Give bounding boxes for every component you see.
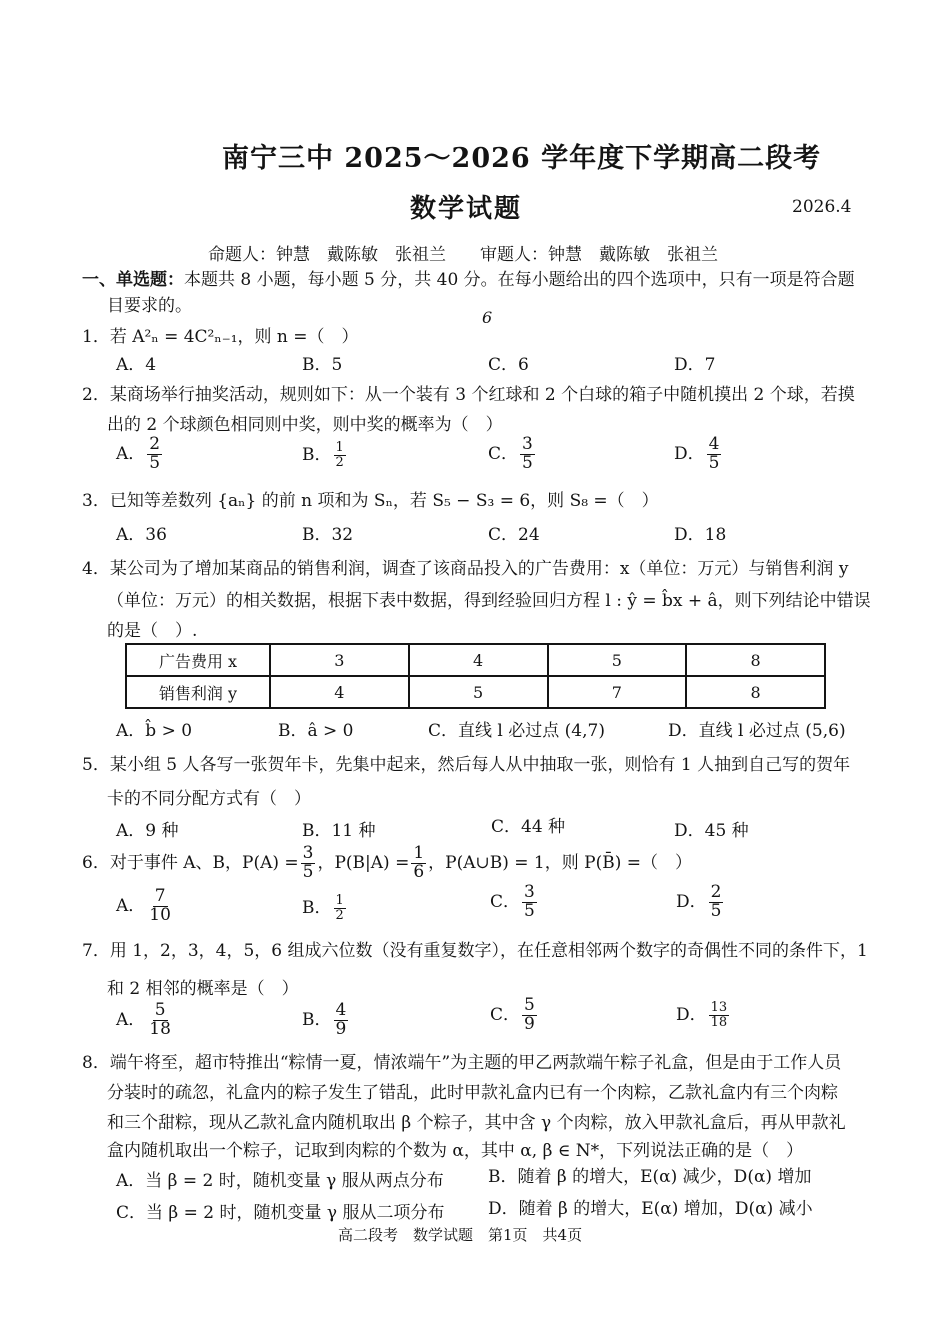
question-stem-part1: 对于事件 A、B，P(A) = — [109, 852, 299, 873]
q7-option-c — [490, 997, 539, 1034]
denominator: 2 — [335, 455, 344, 470]
q8-option-d: D．随着 β 的增大，E(α) 增加，D(α) 减小 — [488, 1199, 813, 1219]
exam-authors: 命题人：钟慧 戴陈敏 张祖兰 审题人：钟慧 戴陈敏 张祖兰 — [208, 245, 718, 265]
q7-option-d — [676, 1000, 731, 1030]
fraction — [707, 436, 722, 473]
question-stem-line1: 端午将至，超市特推出“粽情一夏，情浓端午”为主题的甲乙两款端午粽子礼盒，但是由于工作人员 — [109, 1053, 842, 1073]
question-number: 6． — [82, 852, 110, 873]
question-number: 3． — [82, 491, 110, 511]
question-number: 2． — [82, 385, 110, 405]
numerator: 13 — [710, 1000, 728, 1016]
q6-option-c — [490, 884, 539, 921]
option-label: B． — [302, 898, 332, 918]
q8-option-b: B．随着 β 的增大，E(α) 减少，D(α) 增加 — [488, 1167, 812, 1187]
question-stem-line1: 某公司为了增加某商品的销售利润，调查了该商品投入的广告费用：x（单位：万元）与销售利润 y — [109, 559, 849, 579]
q4-option-c: C．直线 l 必过点 (4,7) — [428, 721, 605, 741]
fraction — [334, 1002, 349, 1039]
fraction — [147, 888, 173, 925]
table-row-label: 广告费用 x — [126, 644, 270, 676]
q5-option-c: C．44 种 — [491, 817, 566, 837]
denominator: 18 — [710, 1015, 728, 1030]
numerator: 3 — [302, 843, 314, 863]
table-cell: 5 — [548, 644, 687, 676]
question-number: 1． — [82, 327, 110, 347]
denominator: 10 — [149, 904, 171, 925]
q2-option-b — [302, 440, 348, 470]
question-stem: 若 A²ₙ = 4C²ₙ₋₁，则 n =（ ） — [109, 327, 359, 347]
fraction — [147, 436, 162, 473]
q1-option-a: A．4 — [116, 355, 157, 375]
fraction — [522, 997, 537, 1034]
question-4 — [82, 554, 848, 579]
fraction — [334, 441, 346, 469]
table-cell: 7 — [548, 676, 687, 708]
q2-option-d — [674, 436, 723, 473]
numerator: 2 — [149, 434, 161, 454]
q1-option-c: C．6 — [488, 355, 529, 375]
numerator: 3 — [524, 882, 535, 902]
q1-option-b: B．5 — [302, 355, 343, 375]
question-stem-line3: 的是（ ）. — [107, 621, 198, 641]
q7-option-b — [302, 1002, 350, 1039]
option-label: D． — [674, 443, 705, 464]
section-instruction-line1: 本题共 8 小题，每小题 5 分，共 40 分。在每小题给出的四个选项中，只有一项是符合题 — [184, 270, 855, 290]
question-stem-line1: 某小组 5 人各写一张贺年卡，先集中起来，然后每人从中抽取一张，则恰有 1 人抽到自己写的贺年 — [109, 755, 851, 775]
section-instruction — [82, 265, 855, 290]
q1-option-d: D．7 — [674, 355, 716, 375]
stray-mark: 6 — [482, 308, 493, 327]
question-stem-line1: 用 1，2，3，4，5，6 组成六位数（没有重复数字），在任意相邻两个数字的奇偶性不同的条件下，1 — [109, 941, 868, 961]
numerator: 3 — [522, 434, 533, 454]
q3-option-d: D．18 — [674, 525, 727, 545]
denominator: 5 — [710, 900, 722, 921]
numerator: 1 — [335, 440, 344, 456]
table-row-label: 销售利润 y — [126, 676, 270, 708]
q6-option-a — [116, 888, 175, 925]
q2-option-c — [488, 436, 537, 473]
fraction — [522, 884, 537, 921]
fraction — [520, 436, 535, 473]
option-label: D． — [676, 891, 707, 912]
page-footer: 高二段考 数学试题 第1页 共4页 — [338, 1226, 583, 1244]
numerator: 1 — [335, 893, 344, 909]
question-stem-line2: （单位：万元）的相关数据，根据下表中数据，得到经验回归方程 l : ŷ = b̂x + â，则下列结论中错误 — [107, 591, 871, 611]
q5-option-b: B．11 种 — [302, 821, 376, 841]
denominator: 9 — [335, 1018, 347, 1039]
denominator: 2 — [335, 908, 344, 923]
question-number: 7． — [82, 941, 110, 961]
q4-option-a: A．b̂ > 0 — [116, 721, 193, 741]
numerator: 4 — [335, 1000, 347, 1020]
option-label: C． — [490, 1004, 521, 1025]
question-stem-part3: ，P(A∪B) = 1，则 P(B̄) =（ ） — [428, 852, 692, 873]
numerator: 2 — [710, 882, 722, 902]
option-label: B． — [302, 445, 332, 465]
question-stem-line1: 某商场举行抽奖活动，规则如下：从一个装有 3 个红球和 2 个白球的箱子中随机摸出 2 个球，若摸 — [109, 385, 855, 405]
question-stem-line2: 和 2 相邻的概率是（ ） — [107, 979, 299, 999]
exam-subject: 数学试题 — [410, 194, 523, 224]
q4-option-d: D．直线 l 必过点 (5,6) — [668, 721, 846, 741]
denominator: 5 — [524, 900, 535, 921]
fraction — [709, 1001, 730, 1029]
fraction — [709, 884, 724, 921]
exam-title: 南宁三中 2025～2026 学年度下学期高二段考 — [222, 143, 822, 174]
fraction — [147, 1002, 173, 1039]
question-3 — [82, 486, 659, 511]
option-label: A． — [116, 895, 146, 916]
denominator: 5 — [708, 452, 720, 473]
q7-option-a — [116, 1002, 175, 1039]
question-number: 5． — [82, 755, 110, 775]
question-stem-line2: 出的 2 个球颜色相同则中奖，则中奖的概率为（ ） — [107, 415, 503, 435]
denominator: 6 — [413, 861, 425, 882]
q8-option-a: A．当 β = 2 时，随机变量 γ 服从两点分布 — [116, 1171, 444, 1191]
question-2 — [82, 380, 855, 405]
option-label: C． — [490, 891, 521, 912]
q5-option-a: A．9 种 — [116, 821, 179, 841]
q3-option-c: C．24 — [488, 525, 540, 545]
question-number: 8． — [82, 1053, 110, 1073]
exam-date: 2026.4 — [792, 197, 852, 217]
option-label: A． — [116, 443, 146, 464]
table-cell: 4 — [409, 644, 548, 676]
option-label: D． — [676, 1005, 707, 1025]
q6-option-d — [676, 884, 725, 921]
question-stem: 已知等差数列 {aₙ} 的前 n 项和为 Sₙ，若 S₅ − S₃ = 6，则 S₈ =（ ） — [109, 491, 659, 511]
option-label: B． — [302, 1009, 332, 1030]
denominator: 5 — [149, 452, 161, 473]
table-cell: 8 — [686, 676, 825, 708]
denominator: 9 — [524, 1013, 535, 1034]
question-stem-line4: 盒内随机取出一个粽子，记取到肉粽的个数为 α，其中 α, β ∈ N*，下列说法正确的是（ ） — [107, 1141, 804, 1161]
question-5 — [82, 750, 850, 775]
question-stem-line3: 和三个甜粽，现从乙款礼盒内随机取出 β 个粽子，其中含 γ 个肉粽，放入甲款礼盒后，再从甲款礼 — [107, 1113, 846, 1133]
table-row — [126, 644, 825, 676]
question-stem-line2: 分装时的疏忽，礼盒内的粽子发生了错乱，此时甲款礼盒内已有一个肉粽，乙款礼盒内有三个肉粽 — [107, 1083, 838, 1103]
question-8 — [82, 1048, 841, 1073]
q3-option-b: B．32 — [302, 525, 354, 545]
q2-option-a — [116, 436, 164, 473]
section-heading: 一、单选题： — [82, 270, 184, 290]
denominator: 5 — [302, 861, 314, 882]
table-cell: 8 — [686, 644, 825, 676]
q4-option-b: B．â > 0 — [278, 721, 354, 741]
question-number: 4． — [82, 559, 110, 579]
question-7 — [82, 936, 868, 961]
fraction-pa — [301, 845, 316, 882]
numerator: 7 — [154, 886, 166, 906]
question-stem-part2: ，P(B|A) = — [317, 852, 410, 873]
section-instruction-line2: 目要求的。 — [107, 296, 192, 316]
table-cell: 3 — [270, 644, 409, 676]
q5-option-d: D．45 种 — [674, 821, 749, 841]
option-label: A． — [116, 1009, 146, 1030]
question-6 — [82, 845, 692, 882]
q8-option-c: C．当 β = 2 时，随机变量 γ 服从二项分布 — [116, 1203, 445, 1223]
question-1 — [82, 322, 359, 347]
numerator: 5 — [524, 995, 535, 1015]
numerator: 4 — [708, 434, 720, 454]
fraction — [334, 894, 346, 922]
table-cell: 5 — [409, 676, 548, 708]
question-stem-line2: 卡的不同分配方式有（ ） — [107, 789, 311, 809]
numerator: 5 — [154, 1000, 166, 1020]
fraction-pba — [411, 845, 426, 882]
table-cell: 4 — [270, 676, 409, 708]
q6-option-b — [302, 893, 348, 923]
q3-option-a: A．36 — [116, 525, 167, 545]
denominator: 5 — [522, 452, 533, 473]
denominator: 18 — [149, 1018, 171, 1039]
table-row — [126, 676, 825, 708]
option-label: C． — [488, 443, 519, 464]
data-table — [125, 643, 826, 709]
numerator: 1 — [413, 843, 425, 863]
